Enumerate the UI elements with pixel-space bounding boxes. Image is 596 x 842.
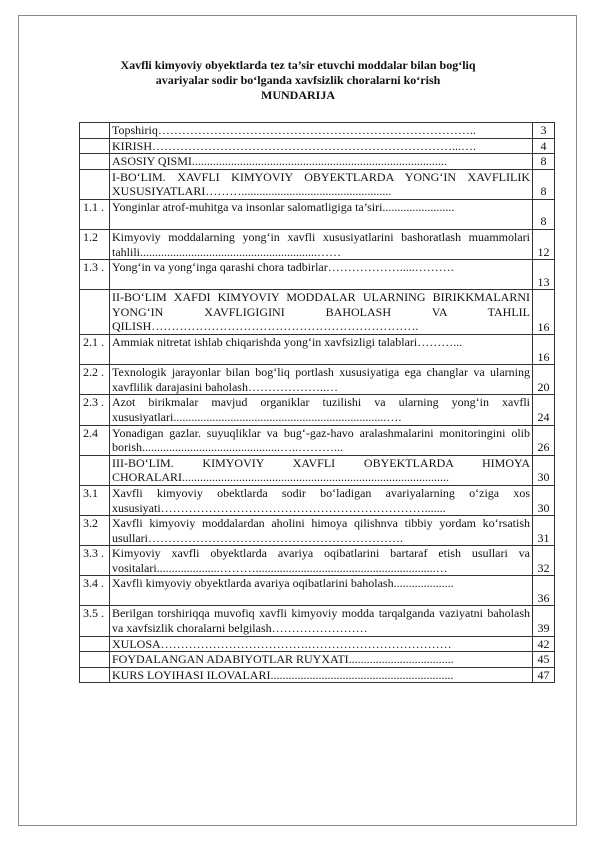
toc-row-title: Topshiriq……………………………………………………………………..	[110, 123, 533, 139]
toc-row-number	[80, 169, 110, 199]
toc-row-page: 36	[533, 576, 555, 606]
toc-row-number: 3.5 .	[80, 606, 110, 636]
toc-row	[80, 516, 555, 546]
toc-row-page: 16	[533, 290, 555, 335]
toc-row	[80, 485, 555, 515]
toc-row-title: III-BO‘LIM. KIMYOVIY XAVFLI OBYEKTLARDA HIMOYA CHORALARI.........................................................................................	[110, 455, 533, 485]
toc-row-title: Azot birikmalar mavjud organiklar tuzilishi va ularning yong‘in xavfli xususiyatlari.......................................................................….	[110, 395, 533, 425]
toc-row-title: Xavfli kimyoviy obyektlarda avariya oqibatlarini baholash....................	[110, 576, 533, 606]
toc-row-page: 30	[533, 455, 555, 485]
toc-row-page: 45	[533, 652, 555, 668]
toc-row	[80, 636, 555, 652]
table-of-contents	[79, 122, 555, 683]
toc-row-page: 4	[533, 138, 555, 154]
toc-row-number: 1.2	[80, 229, 110, 259]
toc-row-number: 3.4 .	[80, 576, 110, 606]
toc-row-number	[80, 636, 110, 652]
toc-row-page: 20	[533, 365, 555, 395]
toc-row-title: Kimyoviy moddalarning yong‘in xavfli xususiyatlarini bashoratlash muammolari tahlili...........................................................……	[110, 229, 533, 259]
toc-row-title: FOYDALANGAN ADABIYOTLAR RUYXATI...................................	[110, 652, 533, 668]
toc-row-page: 8	[533, 154, 555, 170]
toc-row-number: 1.1 .	[80, 199, 110, 229]
toc-row	[80, 576, 555, 606]
toc-row-title: KURS LOYIHASI ILOVALARI.............................................................	[110, 667, 533, 683]
title-line-1: Xavfli kimyoviy obyektlarda tez ta’sir etuvchi moddalar bilan bog‘liq	[120, 58, 476, 72]
toc-row	[80, 667, 555, 683]
toc-row-number	[80, 123, 110, 139]
toc-row-title: Yonginlar atrof-muhitga va insonlar salomatligiga ta’siri........................	[110, 199, 533, 229]
toc-row-page: 3	[533, 123, 555, 139]
toc-row-number: 2.2 .	[80, 365, 110, 395]
toc-row	[80, 425, 555, 455]
toc-row-title: Kimyoviy xavfli obyektlarda avariya oqibatlarini bartaraf etish usullari va vositalari.....................………............................................................…	[110, 546, 533, 576]
toc-row-number	[80, 290, 110, 335]
toc-row-number	[80, 667, 110, 683]
toc-row	[80, 606, 555, 636]
toc-row-number	[80, 652, 110, 668]
toc-row-number	[80, 154, 110, 170]
toc-row-title: Texnologik jarayonlar bilan bog‘liq portlash xususiyatiga ega changlar va ularning xavflilik darajasini baholash………………..…	[110, 365, 533, 395]
toc-row-number	[80, 455, 110, 485]
title-line-2: avariyalar sodir bo‘lganda xavfsizlik choralarni ko‘rish	[155, 73, 441, 87]
toc-row-title: Berilgan torshiriqqa muvofiq xavfli kimyoviy modda tarqalganda vaziyatni baholash va xavfsizlik choralarni belgilash……………………	[110, 606, 533, 636]
toc-row-number: 2.4	[80, 425, 110, 455]
toc-row-number: 2.3 .	[80, 395, 110, 425]
toc-row-page: 12	[533, 229, 555, 259]
toc-row	[80, 169, 555, 199]
toc-row-page: 32	[533, 546, 555, 576]
toc-row	[80, 199, 555, 229]
toc-row-number: 3.2	[80, 516, 110, 546]
toc-row	[80, 455, 555, 485]
toc-row-page: 47	[533, 667, 555, 683]
toc-row-number: 1.3 .	[80, 260, 110, 290]
toc-row-page: 24	[533, 395, 555, 425]
document-title	[0, 58, 596, 103]
toc-row	[80, 365, 555, 395]
toc-row-page: 8	[533, 169, 555, 199]
toc-row-title: Yong‘in va yong‘inga qarashi chora tadbirlar……………….....……….	[110, 260, 533, 290]
toc-row-page: 26	[533, 425, 555, 455]
toc-row-page: 42	[533, 636, 555, 652]
toc-row-title: Xavfli kimyoviy obektlarda sodir bo‘ladigan avariyalarning o‘ziga xos xususiyati………………………………………………………….......	[110, 485, 533, 515]
toc-row-page: 31	[533, 516, 555, 546]
toc-row-number: 3.3 .	[80, 546, 110, 576]
toc-row-title: I-BO‘LIM. XAVFLI KIMYOVIY OBYEKTLARDA YONG‘IN XAVFLILIK XUSUSIYATLARI………..................................................	[110, 169, 533, 199]
toc-row-title: Ammiak nitretat ishlab chiqarishda yong‘in xavfsizligi talablari………...	[110, 335, 533, 365]
toc-row	[80, 154, 555, 170]
toc-row	[80, 652, 555, 668]
toc-row-number: 2.1 .	[80, 335, 110, 365]
toc-row-title: XULOSA……………………………….………………………………	[110, 636, 533, 652]
toc-row-number	[80, 138, 110, 154]
toc-row	[80, 138, 555, 154]
toc-row	[80, 335, 555, 365]
toc-row-page: 16	[533, 335, 555, 365]
toc-row	[80, 229, 555, 259]
toc-row-title: KIRISH…………………………………………………………………...….	[110, 138, 533, 154]
toc-row-title: II-BO‘LIM XAFDI KIMYOVIY MODDALAR ULARNING BIRIKKMALARNI YONG‘IN XAVFLIGIGINI BAHOLASH VA TAHLIL QILISH………………………………………………………….	[110, 290, 533, 335]
toc-row	[80, 546, 555, 576]
toc-row	[80, 260, 555, 290]
toc-row	[80, 290, 555, 335]
toc-row-title: Yonadigan gazlar. suyuqliklar va bug‘-gaz-havo aralashmalarini monitoringini olib borish..............................................…..………...	[110, 425, 533, 455]
toc-row-title: Xavfli kimyoviy moddalardan aholini himoya qilishnva tibbiy yordam ko‘rsatish usullari……………………………………………………….	[110, 516, 533, 546]
toc-row	[80, 395, 555, 425]
toc-row-number: 3.1	[80, 485, 110, 515]
toc-body	[80, 123, 555, 683]
toc-row-page: 8	[533, 199, 555, 229]
toc-row-title: ASOSIY QISMI.....................................................................................	[110, 154, 533, 170]
title-line-3: MUNDARIJA	[261, 88, 335, 102]
toc-row	[80, 123, 555, 139]
toc-row-page: 30	[533, 485, 555, 515]
toc-row-page: 39	[533, 606, 555, 636]
toc-row-page: 13	[533, 260, 555, 290]
